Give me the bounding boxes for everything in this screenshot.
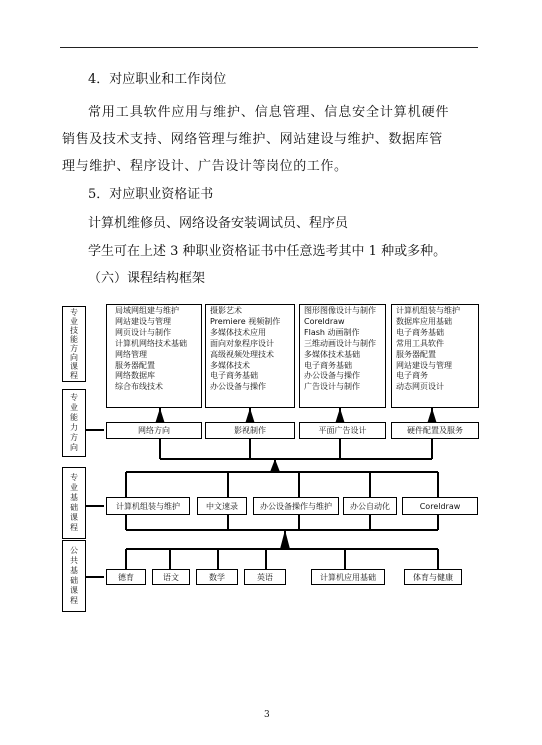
foundation-course: 计算机组装与维护: [106, 497, 190, 515]
foundation-course: 中文速录: [197, 497, 247, 515]
list-item: 服务器配置: [396, 349, 436, 359]
list-item: 动态网页设计: [396, 382, 444, 392]
section5-heading: 5．对应职业资格证书: [88, 187, 214, 202]
list-item: 三维动画设计与制作: [304, 338, 376, 348]
list-item: 计算机网络技术基础: [115, 338, 187, 348]
row-label-text: 公共基础课程: [69, 546, 79, 606]
list-item: Flash 动画制作: [304, 327, 360, 337]
direction-graphic: 平面广告设计: [299, 422, 386, 439]
list-item: 电子商务基础: [210, 371, 258, 381]
course-list-graphic: [299, 304, 386, 408]
list-item: 电子商务基础: [396, 327, 444, 337]
public-course: 数学: [196, 569, 238, 585]
section5-line-2: 学生可在上述 3 种职业资格证书中任意选考其中 1 种或多种。: [88, 244, 447, 259]
foundation-course: 办公自动化: [343, 497, 397, 515]
row-label-public-courses: [62, 540, 86, 612]
list-item: 网站建设与管理: [115, 316, 171, 326]
list-item: 数据库应用基础: [396, 316, 452, 326]
foundation-course: Coreldraw: [402, 497, 478, 515]
course-list-hardware: [391, 304, 479, 408]
list-item: 网络数据库: [115, 371, 155, 381]
section6-heading: （六）课程结构框架: [88, 271, 206, 286]
section4-line-3: 理与维护、程序设计、广告设计等岗位的工作。: [62, 159, 348, 174]
section4-line-2: 销售及技术支持、网络管理与维护、网站建设与维护、数据库管: [62, 132, 443, 147]
public-course: 体育与健康: [404, 569, 462, 585]
row-label-ability-direction: [62, 389, 86, 457]
direction-network: 网络方向: [106, 422, 202, 439]
list-item: Premiere 视频制作: [210, 316, 281, 326]
list-item: 多媒体技术应用: [210, 327, 266, 337]
row-label-text: 专业基础课程: [69, 473, 79, 533]
list-item: 综合布线技术: [115, 382, 163, 392]
list-item: 计算机组装与维护: [396, 306, 460, 315]
page-number: 3: [264, 710, 270, 720]
list-item: Coreldraw: [304, 316, 345, 326]
foundation-course: 办公设备操作与维护: [253, 497, 339, 515]
list-item: 面向对象程序设计: [210, 338, 274, 348]
list-item: 网页设计与制作: [115, 327, 171, 337]
row-label-text: 专业技能方向课程: [69, 308, 79, 380]
public-course: 计算机应用基础: [311, 569, 385, 585]
public-course: 德育: [106, 569, 146, 585]
list-item: 常用工具软件: [396, 338, 444, 348]
list-item: 办公设备与操作: [210, 382, 266, 392]
list-item: 广告设计与制作: [304, 382, 360, 392]
list-item: 电子商务: [396, 371, 428, 381]
list-item: 办公设备与操作: [304, 371, 360, 381]
list-item: 图形图像设计与制作: [304, 306, 376, 315]
list-item: 摄影艺术: [210, 306, 242, 315]
list-item: 服务器配置: [115, 360, 155, 370]
section4-heading: 4．对应职业和工作岗位: [88, 72, 227, 87]
list-item: 网站建设与管理: [396, 360, 452, 370]
section4-line-1: 常用工具软件应用与维护、信息管理、信息安全计算机硬件: [88, 105, 450, 120]
list-item: 网络管理: [115, 349, 147, 359]
direction-video: 影视制作: [205, 422, 295, 439]
list-item: 电子商务基础: [304, 360, 352, 370]
row-label-text: 专业能力方向: [69, 393, 79, 453]
course-list-video: [205, 304, 295, 408]
row-label-direction-courses: [62, 306, 86, 382]
public-course: 语文: [152, 569, 190, 585]
section5-line-1: 计算机维修员、网络设备安装调试员、程序员: [88, 216, 349, 231]
direction-hardware: 硬件配置及服务: [391, 422, 479, 439]
list-item: 局域网组建与维护: [115, 306, 179, 315]
course-list-network: [106, 304, 202, 408]
row-label-foundation-courses: [62, 467, 86, 539]
public-course: 英语: [244, 569, 286, 585]
list-item: 高级视频处理技术: [210, 349, 274, 359]
list-item: 多媒体技术基础: [304, 349, 360, 359]
list-item: 多媒体技术: [210, 360, 250, 370]
